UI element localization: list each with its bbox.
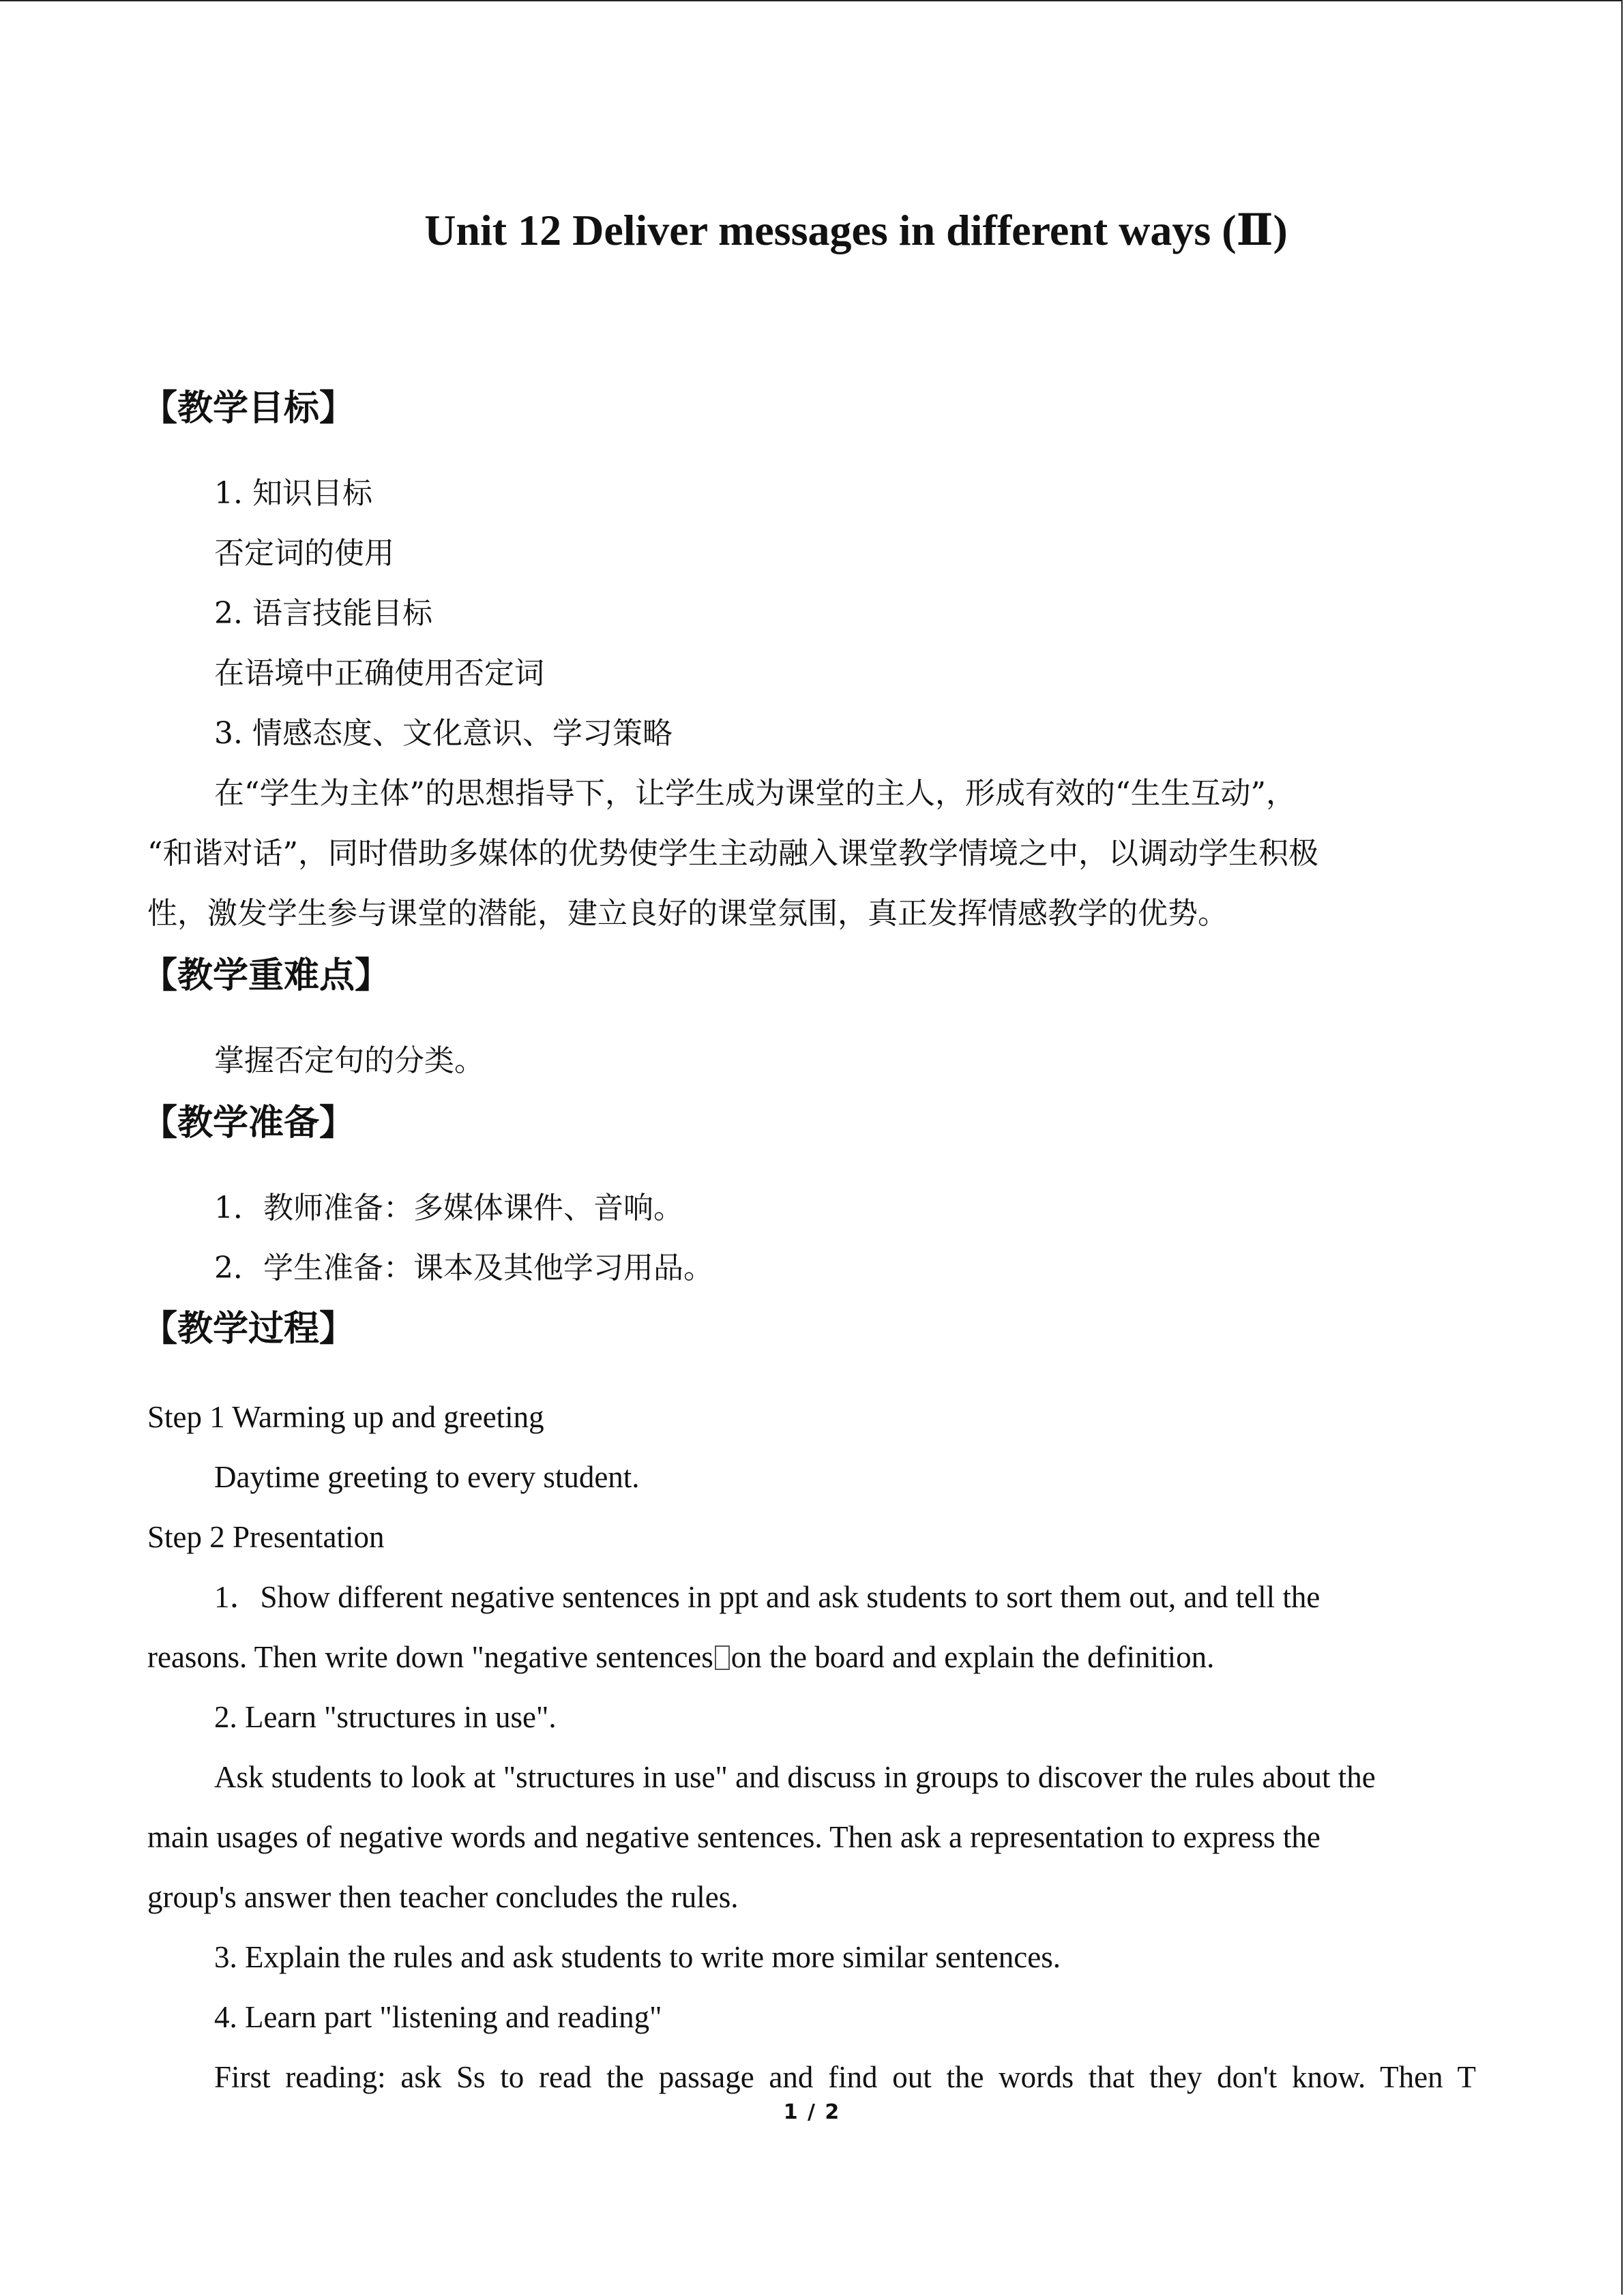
section-heading-key-points: 【教学重难点】 bbox=[142, 955, 391, 996]
missing-glyph-box bbox=[715, 1645, 730, 1670]
objective-paragraph-line: “和谐对话”，同时借助多媒体的优势使学生主动融入课堂教学情境之中，以调动学生积极 bbox=[147, 836, 1318, 871]
step1-text: Daytime greeting to every student. bbox=[214, 1460, 640, 1494]
section-heading-preparation: 【教学准备】 bbox=[142, 1103, 355, 1144]
step1-title: Step 1 Warming up and greeting bbox=[147, 1400, 544, 1434]
objective-item: 1. 知识目标 bbox=[214, 476, 372, 511]
preparation-item: 1．教师准备：多媒体课件、音响。 bbox=[214, 1191, 683, 1225]
objective-item: 否定词的使用 bbox=[214, 536, 394, 571]
section-heading-objectives: 【教学目标】 bbox=[142, 388, 355, 429]
document-title: Unit 12 Deliver messages in different ways (Ⅱ) bbox=[424, 206, 1288, 254]
step2-item1-line1: 1．Show different negative sentences in ppt and ask students to sort them out, and tell the bbox=[214, 1580, 1320, 1614]
step2-item2-paragraph-line: main usages of negative words and negative sentences. Then ask a representation to express the bbox=[147, 1820, 1320, 1854]
objective-paragraph-line: 在“学生为主体”的思想指导下，让学生成为课堂的主人，形成有效的“生生互动”， bbox=[214, 776, 1296, 811]
page-number: 1 / 2 bbox=[783, 2100, 841, 2124]
objective-item: 在语境中正确使用否定词 bbox=[214, 656, 544, 691]
step2-item3: 3. Explain the rules and ask students to write more similar sentences. bbox=[214, 1940, 1061, 1974]
step2-item4: 4. Learn part "listening and reading" bbox=[214, 2000, 662, 2034]
first-reading-line: First reading: ask Ss to read the passage and find out the words that they don't know. Then T bbox=[214, 2060, 1476, 2094]
step2-item2-paragraph-line: group's answer then teacher concludes the rules. bbox=[147, 1880, 739, 1914]
objective-item: 3. 情感态度、文化意识、学习策略 bbox=[214, 716, 673, 751]
item1-line2-part-a: reasons. Then write down "negative sentences bbox=[147, 1640, 713, 1674]
step2-title: Step 2 Presentation bbox=[147, 1520, 385, 1554]
step2-item1-line2 bbox=[147, 1637, 1214, 1678]
item1-line2-part-b: on the board and explain the definition. bbox=[730, 1640, 1215, 1674]
preparation-item: 2．学生准备：课本及其他学习用品。 bbox=[214, 1251, 713, 1285]
step2-item2-paragraph-line: Ask students to look at "structures in use" and discuss in groups to discover the rules about the bbox=[214, 1760, 1376, 1794]
objective-paragraph-line: 性，激发学生参与课堂的潜能，建立良好的课堂氛围，真正发挥情感教学的优势。 bbox=[147, 896, 1228, 931]
objective-item: 2. 语言技能目标 bbox=[214, 596, 432, 631]
step2-item2: 2. Learn "structures in use". bbox=[214, 1700, 557, 1734]
section-heading-process: 【教学过程】 bbox=[142, 1309, 355, 1350]
key-point-text: 掌握否定句的分类。 bbox=[214, 1043, 484, 1078]
